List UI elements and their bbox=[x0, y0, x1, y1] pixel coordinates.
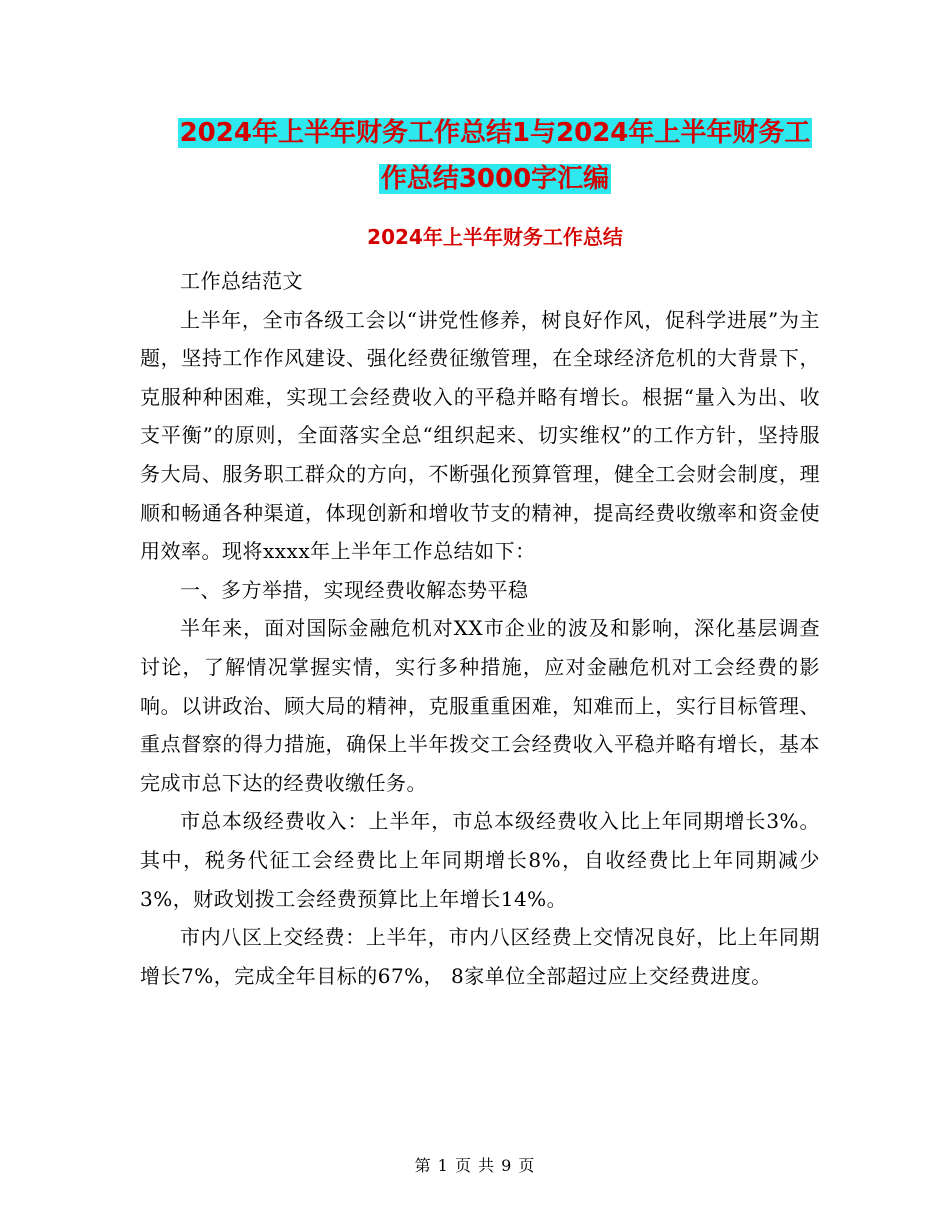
document-title bbox=[140, 110, 850, 202]
paragraph: 市内八区上交经费：上半年，市内八区经费上交情况良好，比上年同期增长7%，完成全年目标的67%， 8家单位全部超过应上交经费进度。 bbox=[140, 925, 820, 988]
document-title-line-1: 2024年上半年财务工作总结1与2024年上半年财务工 bbox=[179, 118, 811, 148]
paragraph: 工作总结范文 bbox=[180, 269, 303, 293]
paragraph: 半年来，面对国际金融危机对XX市企业的波及和影响，深化基层调查讨论，了解情况掌握实情，实行多种措施，应对金融危机对工会经费的影响。以讲政治、顾大局的精神，克服重重困难，知难而上，实行目标管理、重点督察的得力措施，确保上半年拨交工会经费收入平稳并略有增长，基本完成市总下达的经费收缴任务。 bbox=[140, 616, 820, 795]
document-title-line-2: 作总结3000字汇编 bbox=[380, 164, 610, 194]
paragraph: 一、多方举措，实现经费收解态势平稳 bbox=[180, 577, 529, 602]
page-footer: 第 1 页 共 9 页 bbox=[414, 1156, 536, 1175]
paragraph: 市总本级经费收入：上半年，市总本级经费收入比上年同期增长3%。其中，税务代征工会经费比上年同期增长8%，自收经费比上年同期减少3%，财政划拨工会经费预算比上年增长14%。 bbox=[140, 809, 820, 911]
section-title: 2024年上半年财务工作总结 bbox=[367, 225, 623, 249]
document-body bbox=[140, 262, 820, 995]
paragraph: 上半年，全市各级工会以“讲党性修养，树良好作风，促科学进展”为主题，坚持工作作风建设、强化经费征缴管理，在全球经济危机的大背景下，克服种种困难，实现工会经费收入的平稳并略有增长。根据“量入为出、收支平衡”的原则，全面落实全总“组织起来、切实维权”的工作方针，坚持服务大局、服务职工群众的方向，不断强化预算管理，健全工会财会制度，理顺和畅通各种渠道，体现创新和增收节支的精神，提高经费收缴率和资金使用效率。现将xxxx年上半年工作总结如下： bbox=[140, 307, 820, 564]
